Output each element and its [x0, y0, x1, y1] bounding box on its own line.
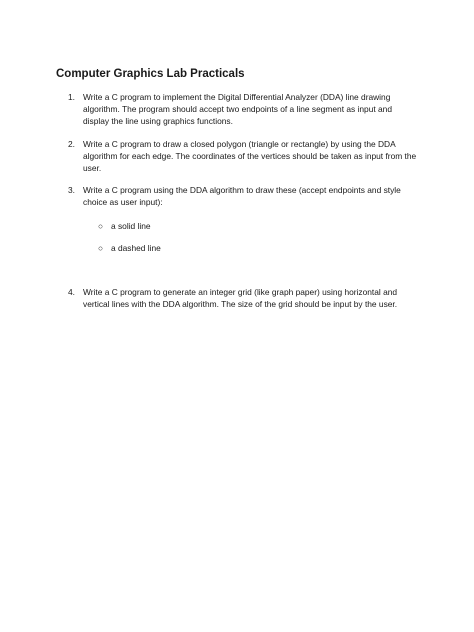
list-item-number: 3. — [68, 185, 75, 195]
sub-list-item-text: a solid line — [111, 221, 151, 231]
list-item-number: 4. — [68, 287, 75, 297]
document-title: Computer Graphics Lab Practicals — [56, 68, 245, 80]
list-item-text: Write a C program to generate an integer grid (like graph paper) using horizontal and vertical lines with the DDA algorithm. The size of the grid should be input by the user. — [83, 287, 398, 309]
hollow-circle-bullet-icon: ○ — [98, 221, 104, 231]
list-item-number: 2. — [68, 139, 75, 149]
list-item-text: Write a C program using the DDA algorithm to draw these (accept endpoints and style choice as user input): — [83, 185, 401, 207]
hollow-circle-bullet-icon: ○ — [98, 243, 104, 253]
list-item-text: Write a C program to draw a closed polygon (triangle or rectangle) by using the DDA algorithm for each edge. The coordinates of the vertices should be taken as input from the user. — [83, 139, 417, 173]
list-item-text: Write a C program to implement the Digital Differential Analyzer (DDA) line drawing algorithm. The program should accept two endpoints of a line segment as input and display the line using graphics functions. — [83, 92, 392, 126]
list-item-number: 1. — [68, 92, 75, 102]
sub-list-item-text: a dashed line — [111, 243, 161, 253]
